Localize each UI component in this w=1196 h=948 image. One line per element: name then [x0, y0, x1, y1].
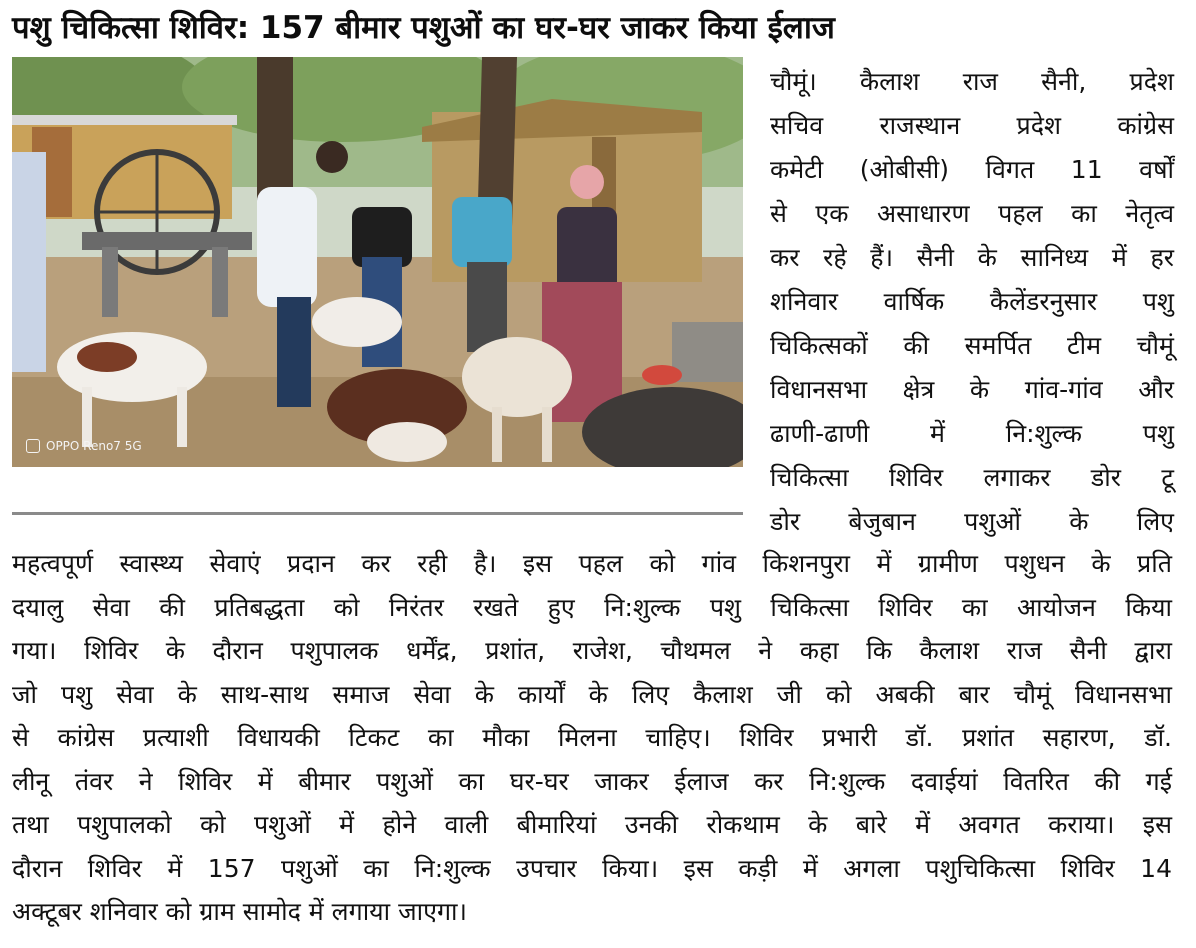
- news-photo: [12, 57, 743, 467]
- body-line: दौरान शिविर में 157 पशुओं का नि:शुल्क उपचार किया। इस कड़ी में अगला पशुचिकित्सा शिविर 14: [12, 853, 1172, 883]
- camera-watermark-icon: [26, 439, 40, 453]
- body-line: से कांग्रेस प्रत्याशी विधायकी टिकट का मौका मिलना चाहिए। शिविर प्रभारी डॉ. प्रशांत सहारण, डॉ.: [12, 723, 1172, 752]
- side-line: विधानसभा क्षेत्र के गांव-गांव और: [770, 375, 1174, 404]
- body-line: लीनू तंवर ने शिविर में बीमार पशुओं का घर-घर जाकर ईलाज कर नि:शुल्क दवाईयां वितरित की गई: [12, 766, 1172, 796]
- body-line: दयालु सेवा की प्रतिबद्धता को निरंतर रखते हुए नि:शुल्क पशु चिकित्सा शिविर का आयोजन किया: [12, 592, 1172, 622]
- side-line: शनिवार वार्षिक कैलेंडरनुसार पशु: [770, 287, 1174, 316]
- body-line: अक्टूबर शनिवार को ग्राम सामोद में लगाया जाएगा।: [12, 897, 467, 926]
- photo-illustration: [12, 57, 743, 467]
- body-line: तथा पशुपालको को पशुओं में होने वाली बीमारियां उनकी रोकथाम के बारे में अवगत कराया। इस: [12, 810, 1172, 839]
- side-line: कमेटी (ओबीसी) विगत 11 वर्षों: [770, 155, 1174, 184]
- side-line: कर रहे हैं। सैनी के सानिध्य में हर: [770, 243, 1174, 272]
- headline: पशु चिकित्सा शिविर: 157 बीमार पशुओं का घर-घर जाकर किया ईलाज: [12, 10, 835, 46]
- side-line: चिकित्सकों की समर्पित टीम चौमूं: [770, 331, 1174, 360]
- side-line: चिकित्सा शिविर लगाकर डोर टू: [770, 463, 1174, 492]
- main-body-text: [12, 542, 1172, 934]
- photo-divider: [12, 512, 743, 515]
- camera-watermark-text: OPPO Reno7 5G: [46, 439, 142, 453]
- body-line: महत्वपूर्ण स्वास्थ्य सेवाएं प्रदान कर रही है। इस पहल को गांव किशनपुरा में ग्रामीण पशुधन के प्रति: [12, 549, 1172, 578]
- body-line: गया। शिविर के दौरान पशुपालक धर्मेंद्र, प्रशांत, राजेश, चौथमल ने कहा कि कैलाश राज सैनी द्वारा: [12, 636, 1172, 665]
- body-line: जो पशु सेवा के साथ-साथ समाज सेवा के कार्यों के लिए कैलाश जी को अबकी बार चौमूं विधानसभा: [12, 679, 1172, 709]
- camera-watermark: [26, 439, 142, 453]
- side-line: डोर बेजुबान पशुओं के लिए: [770, 507, 1174, 536]
- side-line: ढाणी-ढाणी में नि:शुल्क पशु: [770, 419, 1174, 448]
- side-line: सचिव राजस्थान प्रदेश कांग्रेस: [770, 111, 1174, 140]
- side-line: से एक असाधारण पहल का नेतृत्व: [770, 199, 1174, 228]
- side-column-text: [770, 60, 1174, 544]
- side-line: चौमूं। कैलाश राज सैनी, प्रदेश: [770, 67, 1174, 96]
